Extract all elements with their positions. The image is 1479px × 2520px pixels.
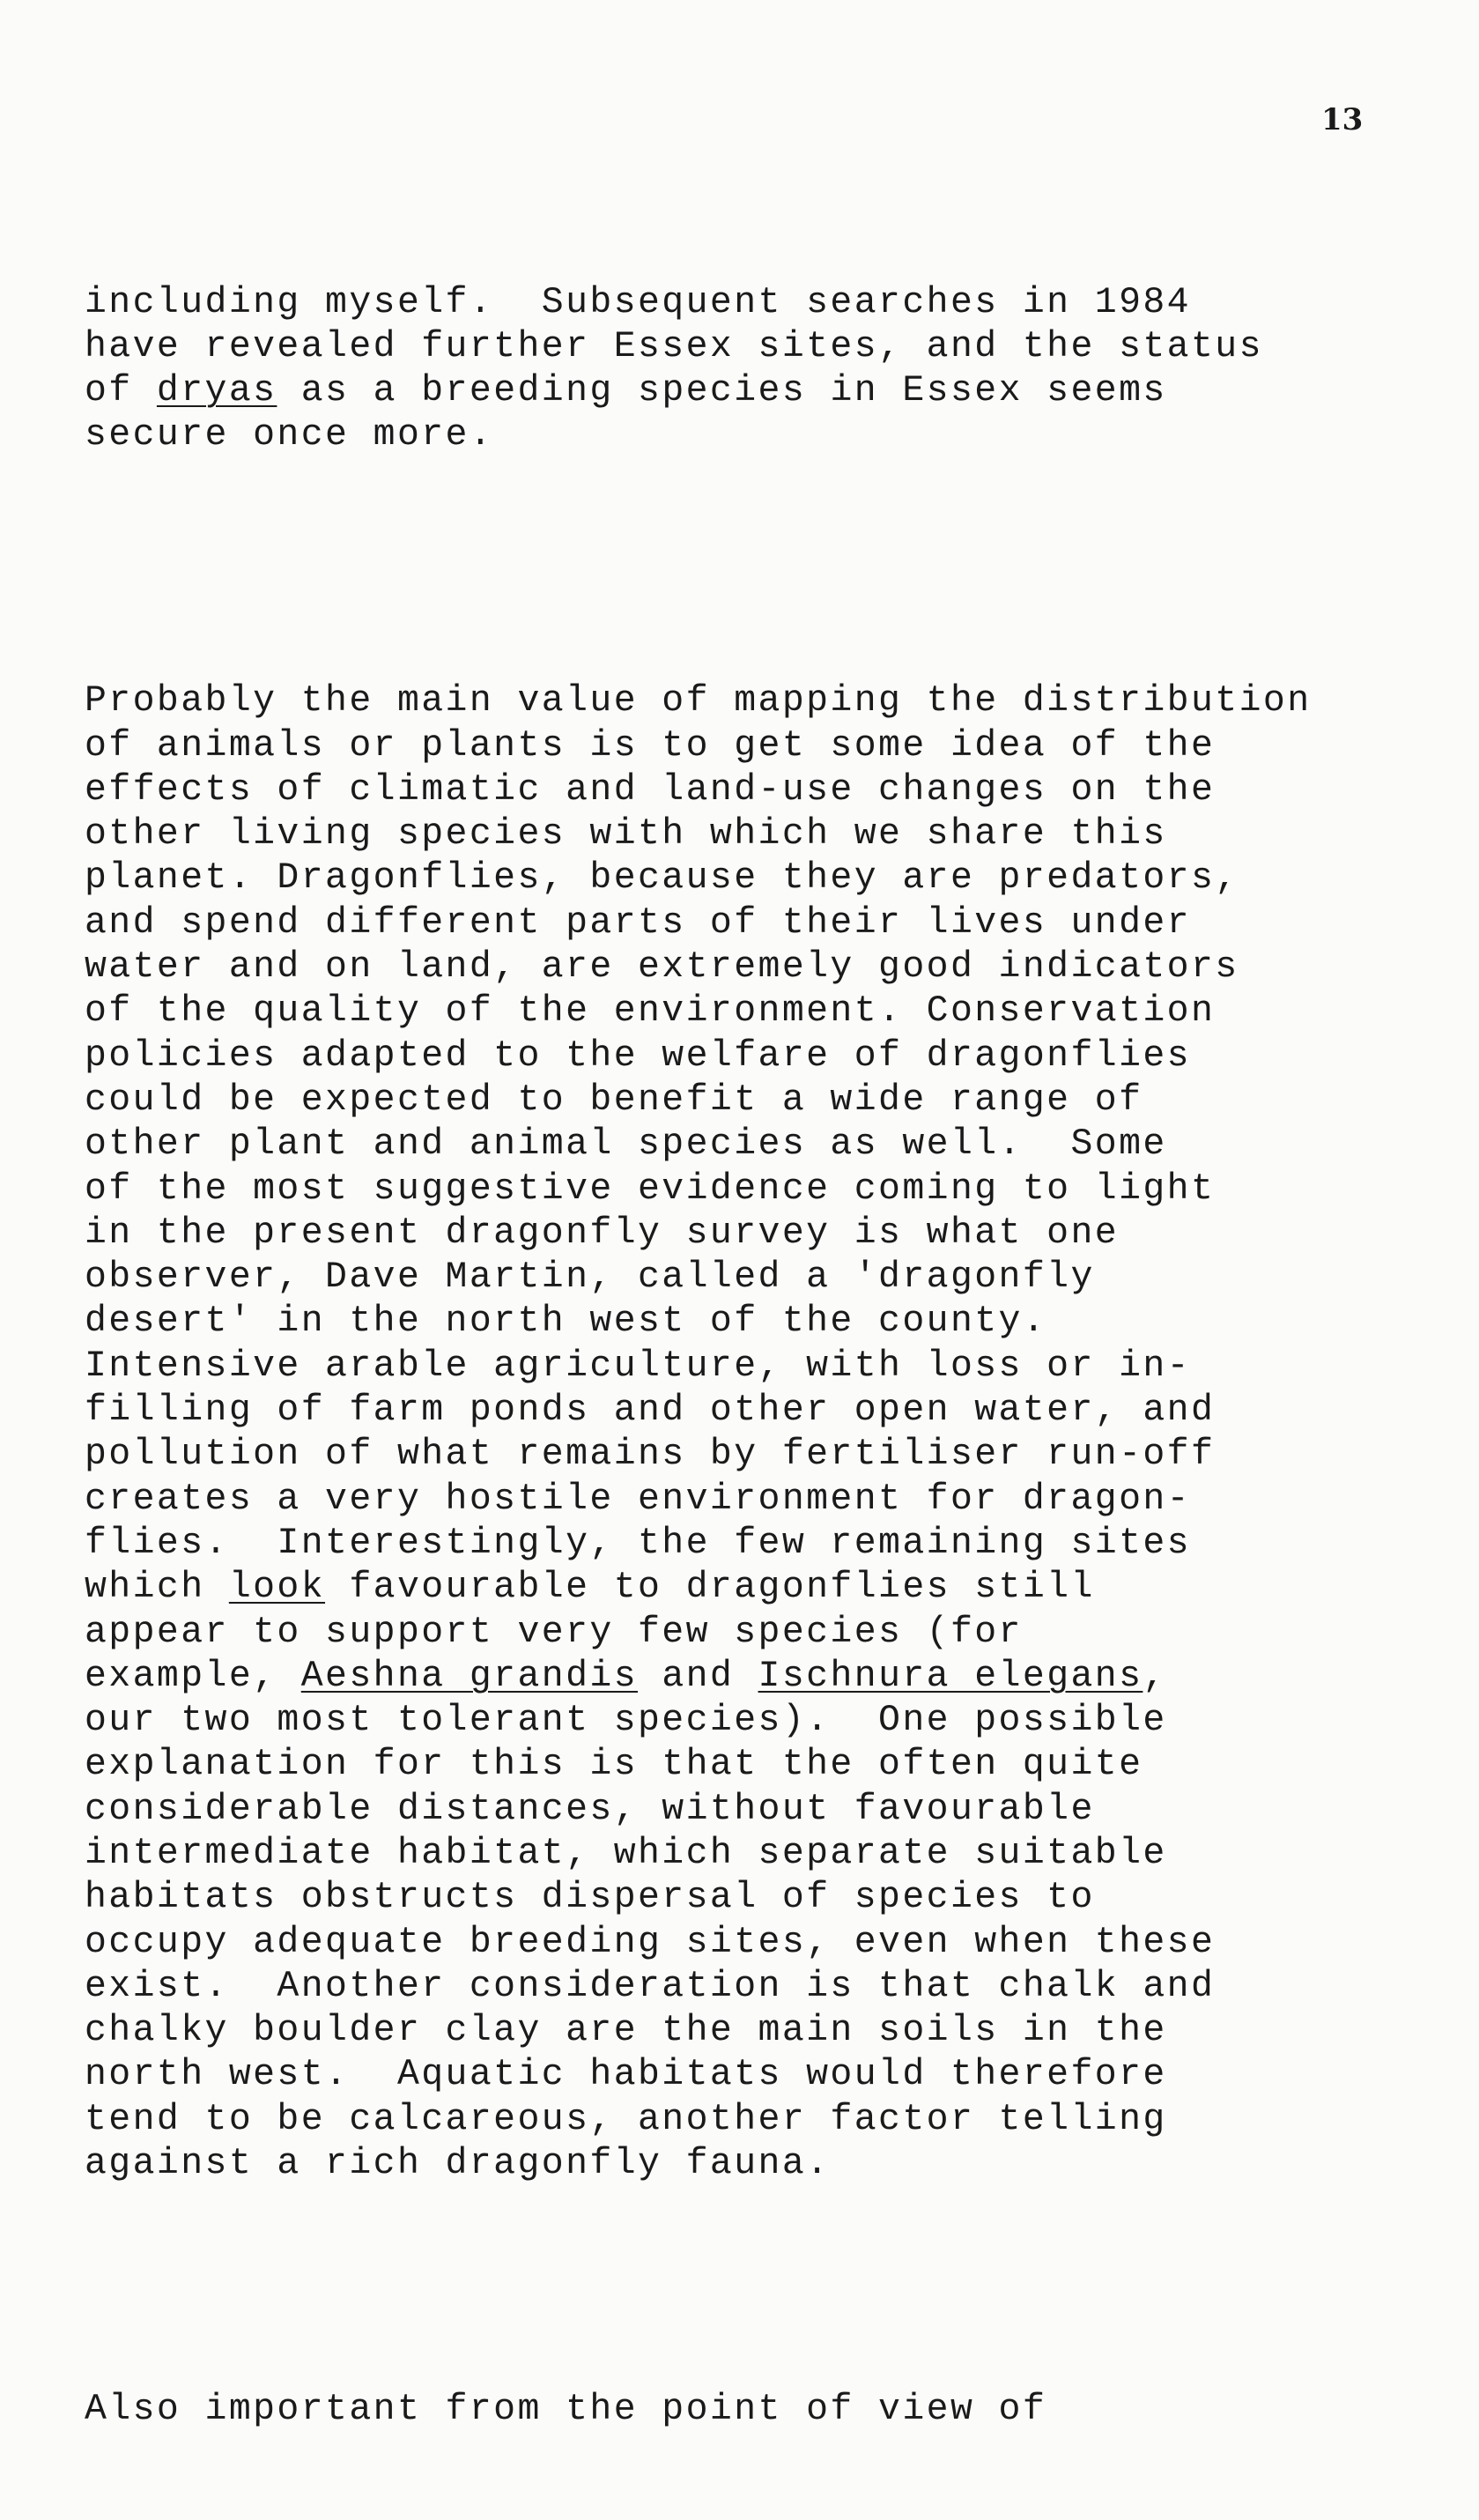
text-line: [85, 2388, 1459, 2432]
text-segment: creates a very hostile environment for dragon-: [85, 1478, 1191, 1520]
text-segment: Probably the main value of mapping the distribution: [85, 680, 1312, 723]
text-segment: flies. Interestingly, the few remaining sites: [85, 1522, 1191, 1564]
text-segment: appear to support very few species (for: [85, 1611, 1023, 1653]
text-segment: north west. Aquatic habitats would therefore: [85, 2054, 1167, 2096]
text-line: [85, 1123, 1459, 1167]
text-segment: of animals or plants is to get some idea of the: [85, 724, 1216, 767]
text-line: [85, 679, 1459, 723]
text-segment: policies adapted to the welfare of dragonflies: [85, 1034, 1191, 1077]
text-segment: filling of farm ponds and other open water, and: [85, 1390, 1216, 1432]
text-line: [85, 945, 1459, 989]
text-line: [85, 1788, 1459, 1832]
text-line: [85, 1478, 1459, 1522]
text-segment: have revealed further Essex sites, and the status: [85, 325, 1263, 367]
text-segment: and spend different parts of their lives under: [85, 901, 1191, 944]
text-line: [85, 1212, 1459, 1256]
paragraph-3: [85, 2388, 1459, 2432]
text-segment: habitats obstructs dispersal of species to: [85, 1877, 1095, 1919]
text-segment: our two most tolerant species). One possible: [85, 1700, 1167, 1742]
underlined-term: Aeshna grandis: [300, 1655, 639, 1697]
text-segment: intermediate habitat, which separate suitable: [85, 1832, 1167, 1874]
text-segment: occupy adequate breeding sites, even when these: [85, 1921, 1216, 1963]
text-segment: as a breeding species in Essex seems: [277, 370, 1167, 412]
underlined-term: Ischnura elegans: [758, 1655, 1143, 1697]
text-line: [85, 2053, 1459, 2097]
underlined-term: dryas: [156, 370, 277, 412]
text-line: [85, 812, 1459, 856]
text-segment: secure once more.: [85, 414, 494, 456]
text-line: [85, 1965, 1459, 2009]
text-line: [85, 2142, 1459, 2186]
text-segment: other plant and animal species as well. Some: [85, 1123, 1167, 1166]
text-segment: other living species with which we share this: [85, 813, 1167, 856]
text-segment: chalky boulder clay are the main soils in the: [85, 2010, 1167, 2052]
text-line: [85, 1566, 1459, 1610]
text-segment: in the present dragonfly survey is what one: [85, 1212, 1120, 1254]
page-number: 13: [1321, 102, 1364, 137]
text-line: [85, 989, 1459, 1034]
text-line: [85, 1655, 1459, 1699]
text-line: [85, 1699, 1459, 1743]
text-line: [85, 325, 1459, 369]
text-line: [85, 1167, 1459, 1212]
body-text: [85, 192, 1459, 2520]
text-segment: of the most suggestive evidence coming to light: [85, 1167, 1216, 1210]
text-line: [85, 413, 1459, 457]
paragraph-gap: [85, 2275, 1459, 2299]
text-line: [85, 768, 1459, 812]
text-line: [85, 2098, 1459, 2142]
text-line: [85, 1921, 1459, 1965]
text-segment: Also important from the point of view of: [85, 2388, 1047, 2430]
text-line: [85, 1034, 1459, 1078]
text-segment: and: [638, 1655, 758, 1697]
text-line: [85, 369, 1459, 413]
text-segment: observer, Dave Martin, called a 'dragonfly: [85, 1256, 1095, 1299]
text-line: [85, 1256, 1459, 1300]
text-segment: effects of climatic and land-use changes on the: [85, 768, 1216, 811]
text-segment: including myself. Subsequent searches in 1984: [85, 281, 1191, 323]
text-segment: desert' in the north west of the county.: [85, 1301, 1047, 1343]
text-line: [85, 1078, 1459, 1123]
text-segment: explanation for this is that the often quite: [85, 1744, 1143, 1786]
paragraph-gap: [85, 546, 1459, 590]
text-line: [85, 1345, 1459, 1389]
paragraph-2: [85, 679, 1459, 2186]
text-segment: ,: [1143, 1655, 1167, 1697]
text-segment: planet. Dragonflies, because they are predators,: [85, 857, 1239, 900]
text-line: [85, 1832, 1459, 1876]
text-segment: water and on land, are extremely good indicators: [85, 946, 1239, 989]
text-line: [85, 1522, 1459, 1566]
text-line: [85, 1433, 1459, 1477]
text-segment: tend to be calcareous, another factor telling: [85, 2098, 1167, 2140]
text-segment: example,: [85, 1655, 301, 1697]
text-line: [85, 281, 1459, 325]
text-segment: could be expected to benefit a wide range of: [85, 1078, 1143, 1121]
text-line: [85, 1300, 1459, 1344]
underlined-term: look: [228, 1567, 326, 1609]
text-segment: which: [85, 1567, 229, 1609]
text-line: [85, 724, 1459, 768]
text-segment: of: [85, 370, 157, 412]
text-segment: pollution of what remains by fertiliser run-off: [85, 1434, 1216, 1476]
text-line: [85, 901, 1459, 945]
text-line: [85, 856, 1459, 901]
text-line: [85, 2009, 1459, 2053]
text-segment: considerable distances, without favourable: [85, 1788, 1095, 1830]
text-line: [85, 1876, 1459, 1920]
text-line: [85, 1743, 1459, 1787]
text-line: [85, 1611, 1459, 1655]
text-line: [85, 1389, 1459, 1433]
text-segment: against a rich dragonfly fauna.: [85, 2143, 831, 2185]
paragraph-1: [85, 281, 1459, 458]
text-segment: of the quality of the environment. Conservation: [85, 990, 1216, 1033]
text-segment: exist. Another consideration is that chalk and: [85, 1965, 1216, 2007]
text-segment: favourable to dragonflies still: [325, 1567, 1095, 1609]
text-segment: Intensive arable agriculture, with loss or in-: [85, 1345, 1191, 1387]
